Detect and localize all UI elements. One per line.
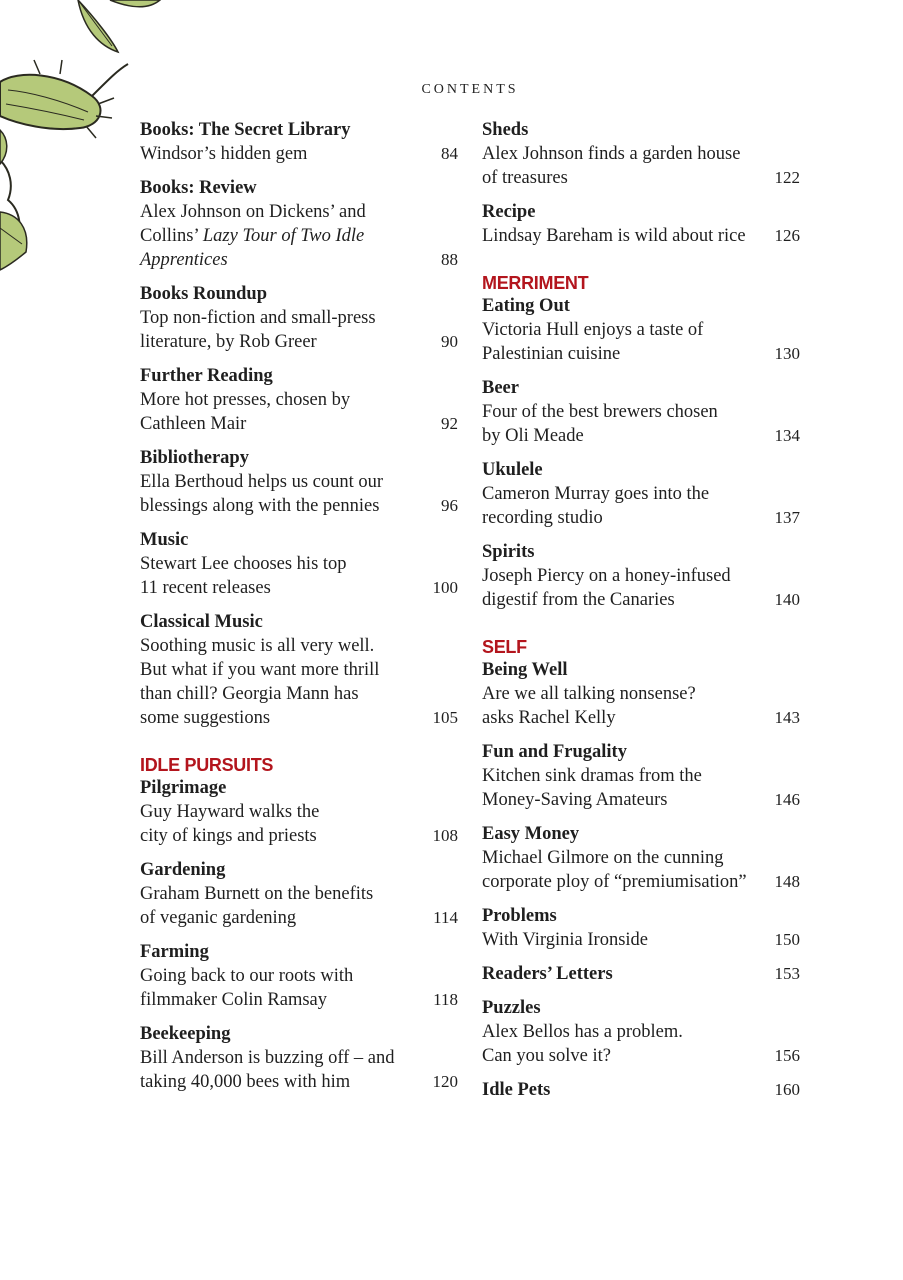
toc-entry[interactable] <box>140 610 458 730</box>
entry-title: Spirits <box>482 542 535 562</box>
entry-title: Recipe <box>482 202 536 222</box>
entry-title: Books: The Secret Library <box>140 120 351 140</box>
contents-right-column <box>482 118 800 1112</box>
toc-entry[interactable] <box>140 1022 458 1094</box>
entry-page-number: 137 <box>774 508 800 527</box>
toc-entry[interactable] <box>140 118 458 166</box>
entry-title: Sheds <box>482 120 529 140</box>
entry-description: Alex Johnson finds a garden house of treasures <box>482 144 741 188</box>
contents-left-column <box>140 118 458 1104</box>
toc-entry[interactable] <box>482 200 800 248</box>
entry-description: Guy Hayward walks the city of kings and priests <box>140 802 320 846</box>
toc-entry[interactable] <box>482 1078 800 1102</box>
entry-description: Cameron Murray goes into the recording studio <box>482 484 710 528</box>
toc-entry[interactable] <box>482 822 800 894</box>
toc-entry[interactable] <box>482 376 800 448</box>
entry-title: Puzzles <box>482 998 541 1018</box>
toc-entry[interactable] <box>482 962 800 986</box>
section-heading-merriment: MERRIMENT <box>482 273 589 293</box>
entry-description: Victoria Hull enjoys a taste of Palestinian cuisine <box>482 320 704 364</box>
entry-page-number: 148 <box>774 872 800 891</box>
book-title: Lazy Tour of Two Idle Apprentices <box>140 226 365 270</box>
entry-page-number: 118 <box>433 990 458 1009</box>
entry-title: Classical Music <box>140 612 263 632</box>
entry-description: Are we all talking nonsense? asks Rachel Kelly <box>482 684 696 728</box>
entry-title: Bibliotherapy <box>140 448 249 468</box>
entry-description: Michael Gilmore on the cunning corporate ploy of “premiumisation” <box>482 848 747 892</box>
entry-page-number: 90 <box>441 332 458 351</box>
entry-title: Farming <box>140 942 209 962</box>
entry-title: Readers’ Letters <box>482 964 613 984</box>
entry-page-number: 153 <box>774 964 800 983</box>
toc-entry[interactable] <box>140 446 458 518</box>
toc-entry[interactable] <box>482 540 800 612</box>
entry-title: Books Roundup <box>140 284 268 304</box>
toc-entry[interactable] <box>140 776 458 848</box>
entry-title: Idle Pets <box>482 1080 551 1100</box>
entry-description: Windsor’s hidden gem <box>140 144 308 164</box>
entry-description: Graham Burnett on the benefits of veganic gardening <box>140 884 374 928</box>
seed-pod-icon <box>0 60 128 138</box>
entry-page-number: 150 <box>774 930 800 949</box>
toc-entry[interactable] <box>482 294 800 366</box>
section-heading-idle-pursuits: IDLE PURSUITS <box>140 755 274 775</box>
entry-description: Kitchen sink dramas from the Money-Saving Amateurs <box>482 766 702 810</box>
entry-page-number: 122 <box>774 168 800 187</box>
leaf-icon <box>78 0 118 52</box>
entry-page-number: 114 <box>433 908 458 927</box>
toc-entry[interactable] <box>140 940 458 1012</box>
entry-title: Gardening <box>140 860 226 880</box>
entry-title: Pilgrimage <box>140 778 227 798</box>
toc-entry[interactable] <box>140 176 458 272</box>
entry-description: With Virginia Ironside <box>482 930 648 950</box>
entry-title: Easy Money <box>482 824 580 844</box>
entry-title: Further Reading <box>140 366 273 386</box>
entry-description: Going back to our roots with filmmaker Colin Ramsay <box>140 966 354 1010</box>
entry-page-number: 160 <box>774 1080 800 1099</box>
entry-description: Alex Bellos has a problem. Can you solve it? <box>482 1022 683 1066</box>
toc-entry[interactable] <box>482 904 800 952</box>
entry-page-number: 120 <box>432 1072 458 1091</box>
entry-page-number: 105 <box>432 708 458 727</box>
entry-description: Bill Anderson is buzzing off – and taking 40,000 bees with him <box>140 1048 395 1092</box>
entry-page-number: 130 <box>774 344 800 363</box>
entry-title: Ukulele <box>482 460 543 480</box>
toc-entry[interactable] <box>482 740 800 812</box>
entry-description: Top non-fiction and small-press literature, by Rob Greer <box>140 308 376 352</box>
entry-title: Music <box>140 530 189 550</box>
entry-page-number: 146 <box>774 790 800 809</box>
entry-page-number: 156 <box>774 1046 800 1065</box>
entry-page-number: 143 <box>774 708 800 727</box>
toc-entry[interactable] <box>140 528 458 600</box>
entry-title: Beer <box>482 378 519 398</box>
toc-entry[interactable] <box>140 364 458 436</box>
entry-page-number: 100 <box>432 578 458 597</box>
entry-title: Books: Review <box>140 178 257 198</box>
toc-entry[interactable] <box>482 658 800 730</box>
entry-page-number: 126 <box>774 226 800 245</box>
entry-page-number: 96 <box>441 496 458 515</box>
page-title: CONTENTS <box>421 82 519 97</box>
entry-description: Four of the best brewers chosen by Oli Meade <box>482 402 718 446</box>
leaf-icon <box>0 130 7 164</box>
entry-description: Lindsay Bareham is wild about rice <box>482 226 746 246</box>
entry-page-number: 92 <box>441 414 458 433</box>
leaf-icon <box>110 0 160 7</box>
entry-description: Joseph Piercy on a honey-infused digestif from the Canaries <box>482 566 731 610</box>
entry-description: More hot presses, chosen by Cathleen Mair <box>140 390 351 434</box>
entry-title: Fun and Frugality <box>482 742 627 762</box>
toc-entry[interactable] <box>140 858 458 930</box>
entry-description <box>140 200 458 272</box>
entry-description-text: Alex Johnson on Dickens’ and Collins’ <box>140 202 366 246</box>
entry-title: Eating Out <box>482 296 570 316</box>
leaf-icon <box>0 212 27 270</box>
entry-page-number: 134 <box>774 426 800 445</box>
toc-entry[interactable] <box>482 118 800 190</box>
entry-page-number: 108 <box>432 826 458 845</box>
toc-entry[interactable] <box>482 996 800 1068</box>
entry-title: Being Well <box>482 660 568 680</box>
entry-page-number: 84 <box>441 144 458 163</box>
entry-page-number: 88 <box>441 250 458 269</box>
entry-page-number: 140 <box>774 590 800 609</box>
entry-title: Problems <box>482 906 557 926</box>
entry-title: Beekeeping <box>140 1024 231 1044</box>
entry-description: Soothing music is all very well. But what if you want more thrill than chill? Georgia Mann has some suggestions <box>140 636 380 728</box>
toc-entry[interactable] <box>140 282 458 354</box>
section-heading-self: SELF <box>482 637 527 657</box>
entry-description: Ella Berthoud helps us count our blessings along with the pennies <box>140 472 384 516</box>
entry-description: Stewart Lee chooses his top 11 recent releases <box>140 554 347 598</box>
toc-entry[interactable] <box>482 458 800 530</box>
